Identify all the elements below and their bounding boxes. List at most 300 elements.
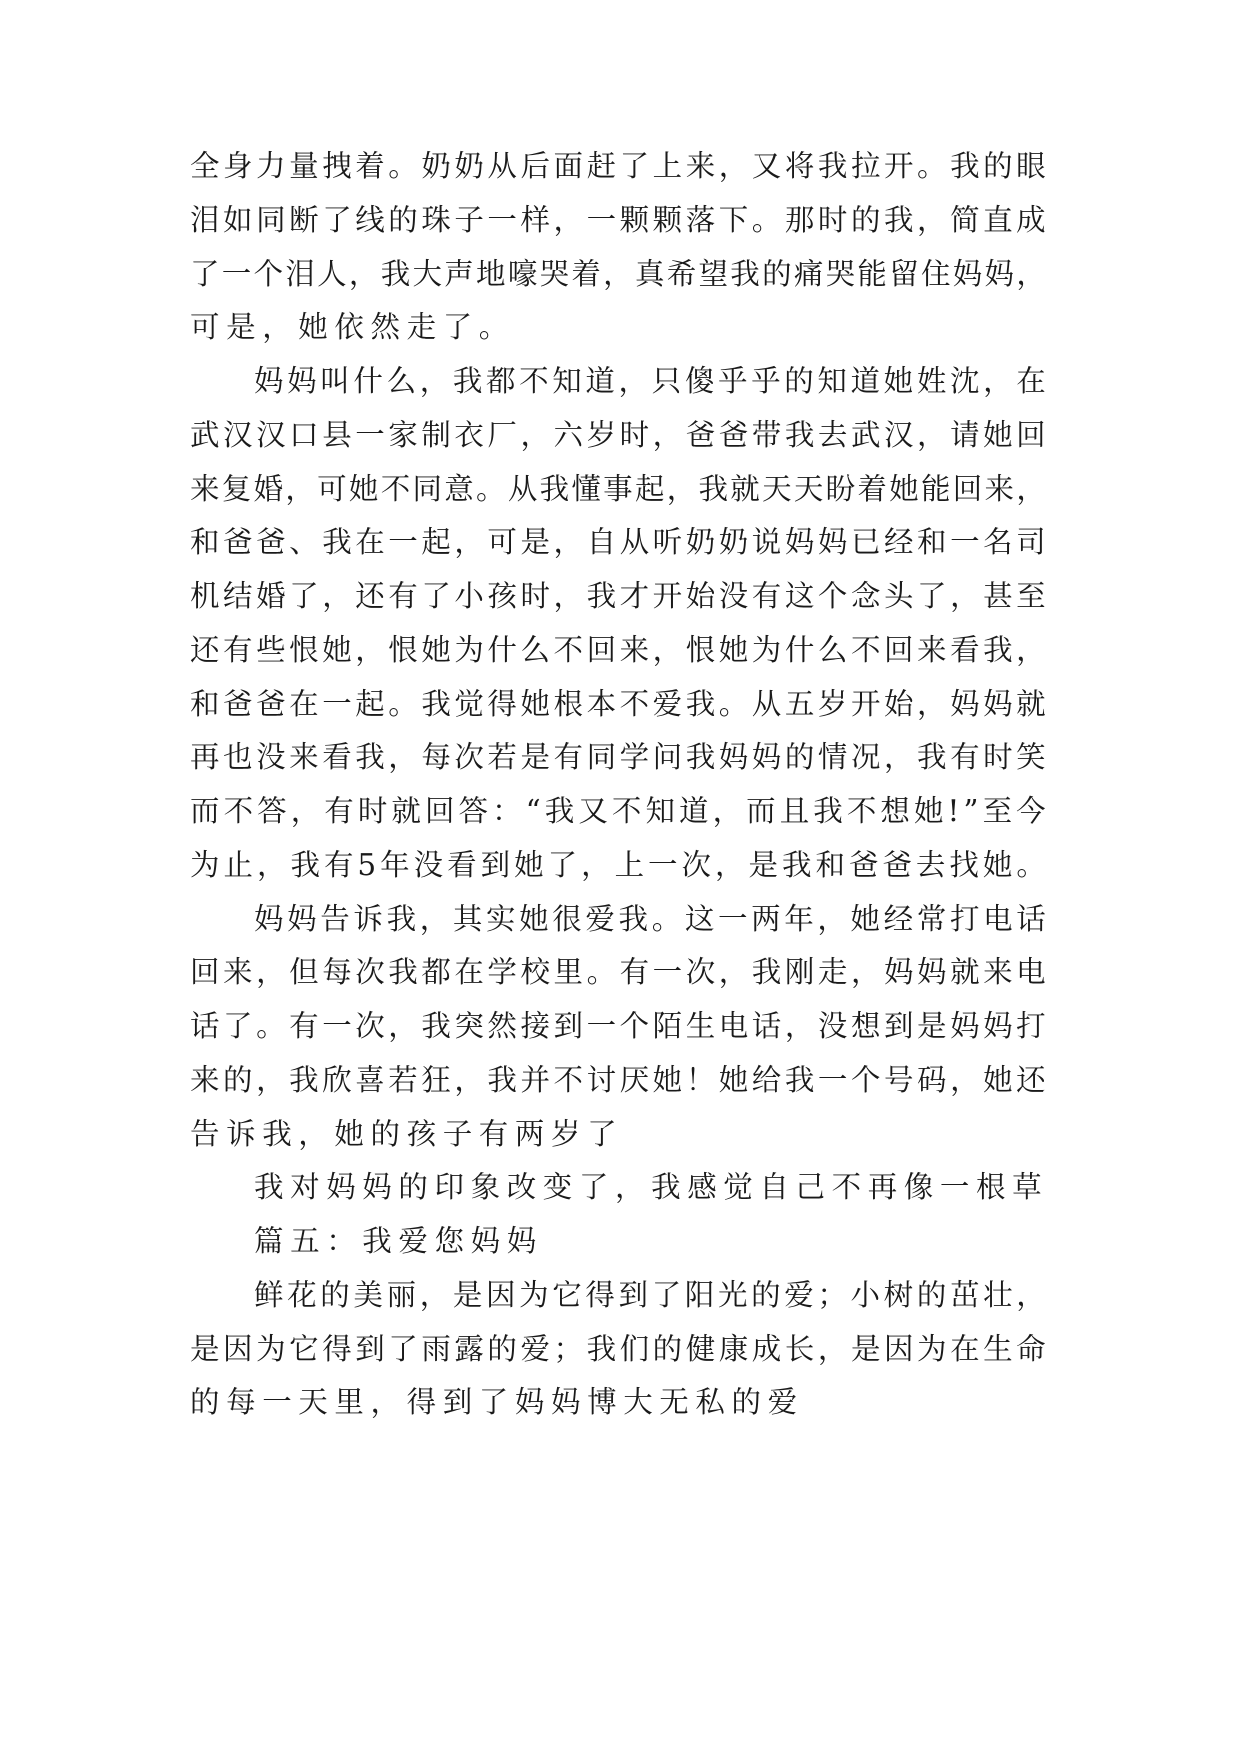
char: 上 (652, 149, 683, 183)
char: 鲜 (254, 1278, 284, 1312)
char: ! (947, 794, 960, 828)
char: 来 (983, 955, 1013, 989)
char: 恨 (289, 633, 319, 667)
char: 茁 (949, 1278, 980, 1312)
char: 打 (1016, 1009, 1046, 1043)
char: 美 (353, 1278, 383, 1312)
line-text: 我对妈妈的印象改变了，我感觉自己不再像一根草 (254, 1170, 1049, 1204)
char: 和 (815, 848, 845, 882)
char: 她 (718, 633, 749, 667)
char: ， (850, 955, 881, 989)
text-line (190, 522, 1046, 562)
char: 不 (380, 472, 411, 506)
char: 有 (223, 633, 253, 667)
char: 为 (751, 633, 782, 667)
char: 妈 (254, 902, 284, 936)
char: 得 (322, 1332, 352, 1366)
char: 五 (784, 687, 815, 721)
char: 阳 (684, 1278, 715, 1312)
char: 后 (520, 149, 550, 183)
char: 的 (850, 203, 881, 237)
char: ； (817, 1278, 847, 1312)
char: 什 (353, 364, 383, 398)
char: ， (817, 1332, 848, 1366)
char: 我 (618, 902, 649, 936)
text-line (190, 254, 1046, 294)
char: 制 (421, 418, 451, 452)
char: 能 (857, 257, 887, 291)
char: 为 (454, 633, 484, 667)
char: 5 (357, 848, 377, 882)
char: 有 (950, 740, 980, 774)
char: 说 (751, 525, 782, 559)
char: ， (454, 1063, 484, 1097)
char: 个 (619, 1009, 650, 1043)
char: ， (652, 418, 683, 452)
char: ， (652, 633, 683, 667)
char: 的 (652, 1332, 683, 1366)
char: ， (603, 257, 633, 291)
char: 住 (920, 257, 951, 291)
char: 么 (520, 633, 550, 667)
char: 时 (520, 579, 550, 613)
char: 时 (817, 203, 848, 237)
char: 想 (880, 794, 910, 828)
char: 她 (982, 848, 1013, 882)
char: 回 (190, 955, 220, 989)
char: 拽 (322, 149, 352, 183)
char: 然 (487, 1009, 517, 1043)
char: 县 (322, 418, 352, 452)
char: 道 (585, 364, 615, 398)
char: 是 (850, 1332, 881, 1366)
char: 一 (322, 1009, 352, 1043)
char: 妈 (983, 687, 1013, 721)
char: 成 (1016, 203, 1046, 237)
char: 可 (317, 472, 347, 506)
char: 去 (817, 418, 848, 452)
char: 至 (982, 794, 1013, 828)
char: 为 (190, 848, 220, 882)
char: 来 (619, 633, 650, 667)
text-line (190, 1006, 1046, 1046)
char: 到 (553, 1009, 584, 1043)
char: 不 (553, 1063, 584, 1097)
char: 给 (751, 1063, 782, 1097)
char: 我 (386, 902, 417, 936)
char: 奶 (685, 525, 716, 559)
char: 哭 (539, 257, 570, 291)
char: ， (348, 257, 379, 291)
char: ， (1016, 633, 1046, 667)
char: 就 (730, 472, 760, 506)
char: ， (950, 1063, 980, 1097)
char: 道 (850, 364, 881, 398)
char: 露 (454, 1332, 484, 1366)
char: 衣 (454, 418, 484, 452)
text-line (190, 845, 1046, 885)
char: 道 (679, 794, 709, 828)
char: 没 (718, 579, 749, 613)
char: 我 (586, 579, 617, 613)
char: 简 (950, 203, 980, 237)
char: 了 (388, 1332, 418, 1366)
char: 学 (619, 740, 650, 774)
char: 和 (190, 525, 220, 559)
char: 同 (412, 472, 442, 506)
char: 我 (730, 257, 760, 291)
char: 她 (983, 418, 1013, 452)
char: ， (454, 525, 484, 559)
char: 健 (685, 1332, 716, 1366)
text-line (190, 146, 1046, 186)
char: 没 (256, 740, 286, 774)
char: 了 (322, 203, 352, 237)
char: 厌 (619, 1063, 650, 1097)
char: 起 (355, 687, 385, 721)
char: 突 (454, 1009, 484, 1043)
char: 次 (685, 955, 716, 989)
char: 样 (520, 203, 550, 237)
char: 请 (950, 418, 980, 452)
char: 望 (698, 257, 729, 291)
char: 一 (717, 902, 748, 936)
char: ， (553, 525, 584, 559)
char: ， (419, 902, 450, 936)
char: 小 (850, 1278, 881, 1312)
char: 是 (917, 1009, 947, 1043)
char: ， (712, 794, 743, 828)
char: 知 (817, 364, 847, 398)
char: 想 (850, 1009, 881, 1043)
char: 不 (223, 794, 254, 828)
text-line (190, 684, 1046, 724)
char: 。 (586, 955, 617, 989)
char: 我 (544, 794, 575, 828)
char: 其 (452, 902, 483, 936)
char: 到 (355, 1332, 385, 1366)
char: 回 (883, 633, 914, 667)
char: 恨 (685, 633, 716, 667)
char: “ (525, 794, 541, 828)
char: 甚 (983, 579, 1013, 613)
char: 我 (813, 794, 843, 828)
char: 次 (355, 955, 385, 989)
char: ， (520, 418, 550, 452)
char: 经 (883, 525, 914, 559)
char: ， (581, 848, 611, 882)
char: 爱 (585, 902, 615, 936)
char: 在 (454, 955, 484, 989)
char: 带 (751, 418, 782, 452)
char: 汉 (256, 418, 286, 452)
char: 这 (784, 579, 815, 613)
char: 着 (355, 149, 385, 183)
char: 电 (983, 902, 1013, 936)
line-text: 篇五：我爱您妈妈 (254, 1224, 543, 1258)
text-line (190, 200, 1046, 240)
char: 号 (883, 1063, 914, 1097)
char: 个 (817, 579, 848, 613)
char: 她 (889, 472, 919, 506)
char: 姓 (916, 364, 947, 398)
char: 我 (784, 418, 815, 452)
char: 况 (850, 740, 881, 774)
char: 我 (883, 203, 914, 237)
char: 婚 (256, 579, 286, 613)
char: 若 (388, 1063, 418, 1097)
char: 一 (487, 203, 517, 237)
char: 得 (487, 687, 517, 721)
char: 有 (324, 794, 354, 828)
char: 觉 (454, 687, 484, 721)
text-line (190, 737, 1046, 777)
char: 什 (487, 633, 517, 667)
text-line (190, 576, 1046, 616)
char: 一 (950, 525, 980, 559)
char: 断 (289, 203, 319, 237)
char: 两 (751, 902, 781, 936)
char: 有 (751, 579, 782, 613)
char: ， (1016, 257, 1046, 291)
char: 为 (519, 1278, 549, 1312)
char: 没 (817, 1009, 848, 1043)
char: 回 (1016, 418, 1046, 452)
char: 妈 (950, 687, 980, 721)
char: 时 (357, 794, 388, 828)
char: 一 (586, 203, 617, 237)
char: 我 (983, 633, 1013, 667)
char: 的 (784, 364, 814, 398)
char: 丽 (386, 1278, 417, 1312)
char: 乎 (717, 364, 748, 398)
char: 我 (751, 955, 782, 989)
char: 本 (586, 687, 617, 721)
char: 喜 (355, 1063, 385, 1097)
char: 我 (487, 1063, 517, 1097)
text-line (254, 1275, 1046, 1315)
char: 珠 (421, 203, 451, 237)
char: 的 (320, 1278, 350, 1312)
char: 懂 (571, 472, 601, 506)
char: 了 (223, 1009, 253, 1043)
char: 她 (421, 633, 451, 667)
char: 个 (253, 257, 284, 291)
char: 爸 (882, 848, 912, 882)
char: 打 (949, 902, 980, 936)
char: 才 (619, 579, 650, 613)
char: 声 (444, 257, 474, 291)
char: 答 (458, 794, 489, 828)
char: 电 (1016, 955, 1046, 989)
char: 找 (949, 848, 979, 882)
char: 答 (257, 794, 287, 828)
char: 颗 (619, 203, 650, 237)
char: 。 (256, 1009, 286, 1043)
char: 为 (917, 1332, 947, 1366)
char: ！ (685, 1063, 716, 1097)
char: 还 (190, 633, 220, 667)
text-line (190, 791, 1046, 831)
char: 止 (223, 848, 253, 882)
char: 它 (552, 1278, 582, 1312)
char: ， (256, 1063, 286, 1097)
line-text: 告诉我，她的孩子有两岁了 (190, 1117, 624, 1151)
char: ， (718, 149, 749, 183)
char: 妈 (952, 257, 983, 291)
char: 武 (850, 418, 881, 452)
char: 是 (520, 740, 550, 774)
char: 爸 (718, 418, 749, 452)
char: 因 (223, 1332, 253, 1366)
char: 开 (883, 149, 914, 183)
char: 只 (651, 364, 682, 398)
char: 有 (553, 740, 584, 774)
line-text: 可是，她依然走了。 (190, 310, 515, 344)
char: 妈 (751, 740, 782, 774)
char: 刚 (784, 955, 815, 989)
char: 每 (421, 740, 451, 774)
char: 走 (817, 955, 848, 989)
char: 我 (781, 848, 812, 882)
char: 是 (190, 1332, 220, 1366)
text-line (190, 415, 1046, 455)
char: 来 (223, 955, 253, 989)
char: 身 (223, 149, 253, 183)
char: 个 (850, 1063, 881, 1097)
char: 为 (256, 1332, 286, 1366)
char: 泪 (190, 203, 220, 237)
char: 岁 (817, 687, 848, 721)
char: 了 (547, 848, 578, 882)
char: ” (963, 794, 979, 828)
char: ， (917, 203, 947, 237)
char: 奶 (421, 149, 451, 183)
char: 一 (817, 1063, 848, 1097)
char: 司 (1016, 525, 1046, 559)
char: 的 (762, 257, 792, 291)
char: 同 (256, 203, 286, 237)
char: 我 (355, 740, 385, 774)
char: 雨 (421, 1332, 451, 1366)
line-text: 的每一天里，得到了妈妈博大无私的爱 (190, 1385, 804, 1419)
char: 始 (883, 687, 914, 721)
char: 讨 (586, 1063, 617, 1097)
char: 诉 (353, 902, 383, 936)
char: 告 (320, 902, 350, 936)
char: 子 (454, 203, 484, 237)
char: 。 (751, 203, 782, 237)
char: 力 (256, 149, 286, 183)
text-line (254, 361, 1046, 401)
char: 了 (190, 257, 220, 291)
char: 生 (685, 1009, 716, 1043)
char: 大 (412, 257, 442, 291)
char: 结 (223, 579, 253, 613)
char: 次 (681, 848, 712, 882)
char: 而 (190, 794, 220, 828)
char: 时 (983, 740, 1013, 774)
text-line (190, 1382, 804, 1422)
char: 自 (586, 525, 617, 559)
char: 还 (1016, 1063, 1046, 1097)
char: ， (618, 364, 649, 398)
char: 有 (323, 848, 354, 882)
char: ， (419, 1278, 450, 1312)
char: 留 (889, 257, 919, 291)
char: 岁 (586, 418, 617, 452)
char: 我 (817, 149, 848, 183)
char: 实 (485, 902, 516, 936)
char: 我 (388, 955, 418, 989)
char: 陌 (652, 1009, 683, 1043)
text-line (254, 899, 1046, 939)
char: 听 (652, 525, 683, 559)
char: ， (917, 687, 947, 721)
char: ， (256, 955, 286, 989)
char: 我 (698, 472, 729, 506)
char: 妈 (883, 955, 914, 989)
char: 年 (784, 902, 814, 936)
char: ， (419, 364, 450, 398)
char: 我 (539, 472, 570, 506)
char: 念 (850, 579, 881, 613)
char: 从 (487, 149, 517, 183)
char: 就 (391, 794, 421, 828)
char: 我 (917, 740, 947, 774)
char: ， (917, 418, 947, 452)
char: 赶 (586, 149, 617, 183)
char: 到 (480, 848, 511, 882)
char: 的 (751, 1278, 781, 1312)
char: 的 (983, 149, 1013, 183)
char: 地 (476, 257, 506, 291)
char: 而 (746, 794, 776, 828)
char: 校 (520, 955, 550, 989)
char: 爸 (685, 418, 716, 452)
char: 码 (917, 1063, 947, 1097)
char: 们 (619, 1332, 650, 1366)
char: 根 (553, 687, 584, 721)
char: ， (666, 472, 697, 506)
char: 意 (444, 472, 474, 506)
char: 光 (717, 1278, 748, 1312)
text-line (190, 307, 515, 347)
text-line (190, 1329, 1046, 1369)
char: 又 (751, 149, 782, 183)
char: 沈 (949, 364, 980, 398)
char: 。 (1016, 848, 1046, 882)
char: 狂 (421, 1063, 451, 1097)
char: 常 (916, 902, 947, 936)
char: 的 (223, 1063, 253, 1097)
char: 得 (585, 1278, 615, 1312)
char: 全 (190, 149, 220, 183)
char: 从 (619, 525, 650, 559)
char: 今 (1016, 794, 1046, 828)
char: 复 (221, 472, 252, 506)
char: 来 (190, 1063, 220, 1097)
char: 是 (452, 1278, 483, 1312)
char: 。 (718, 687, 749, 721)
char: ， (1016, 1278, 1046, 1312)
char: 恨 (388, 633, 418, 667)
char: 来 (289, 740, 319, 774)
char: 不 (846, 794, 877, 828)
char: 妈 (254, 364, 284, 398)
char: 和 (190, 687, 220, 721)
char: 我 (290, 848, 320, 882)
